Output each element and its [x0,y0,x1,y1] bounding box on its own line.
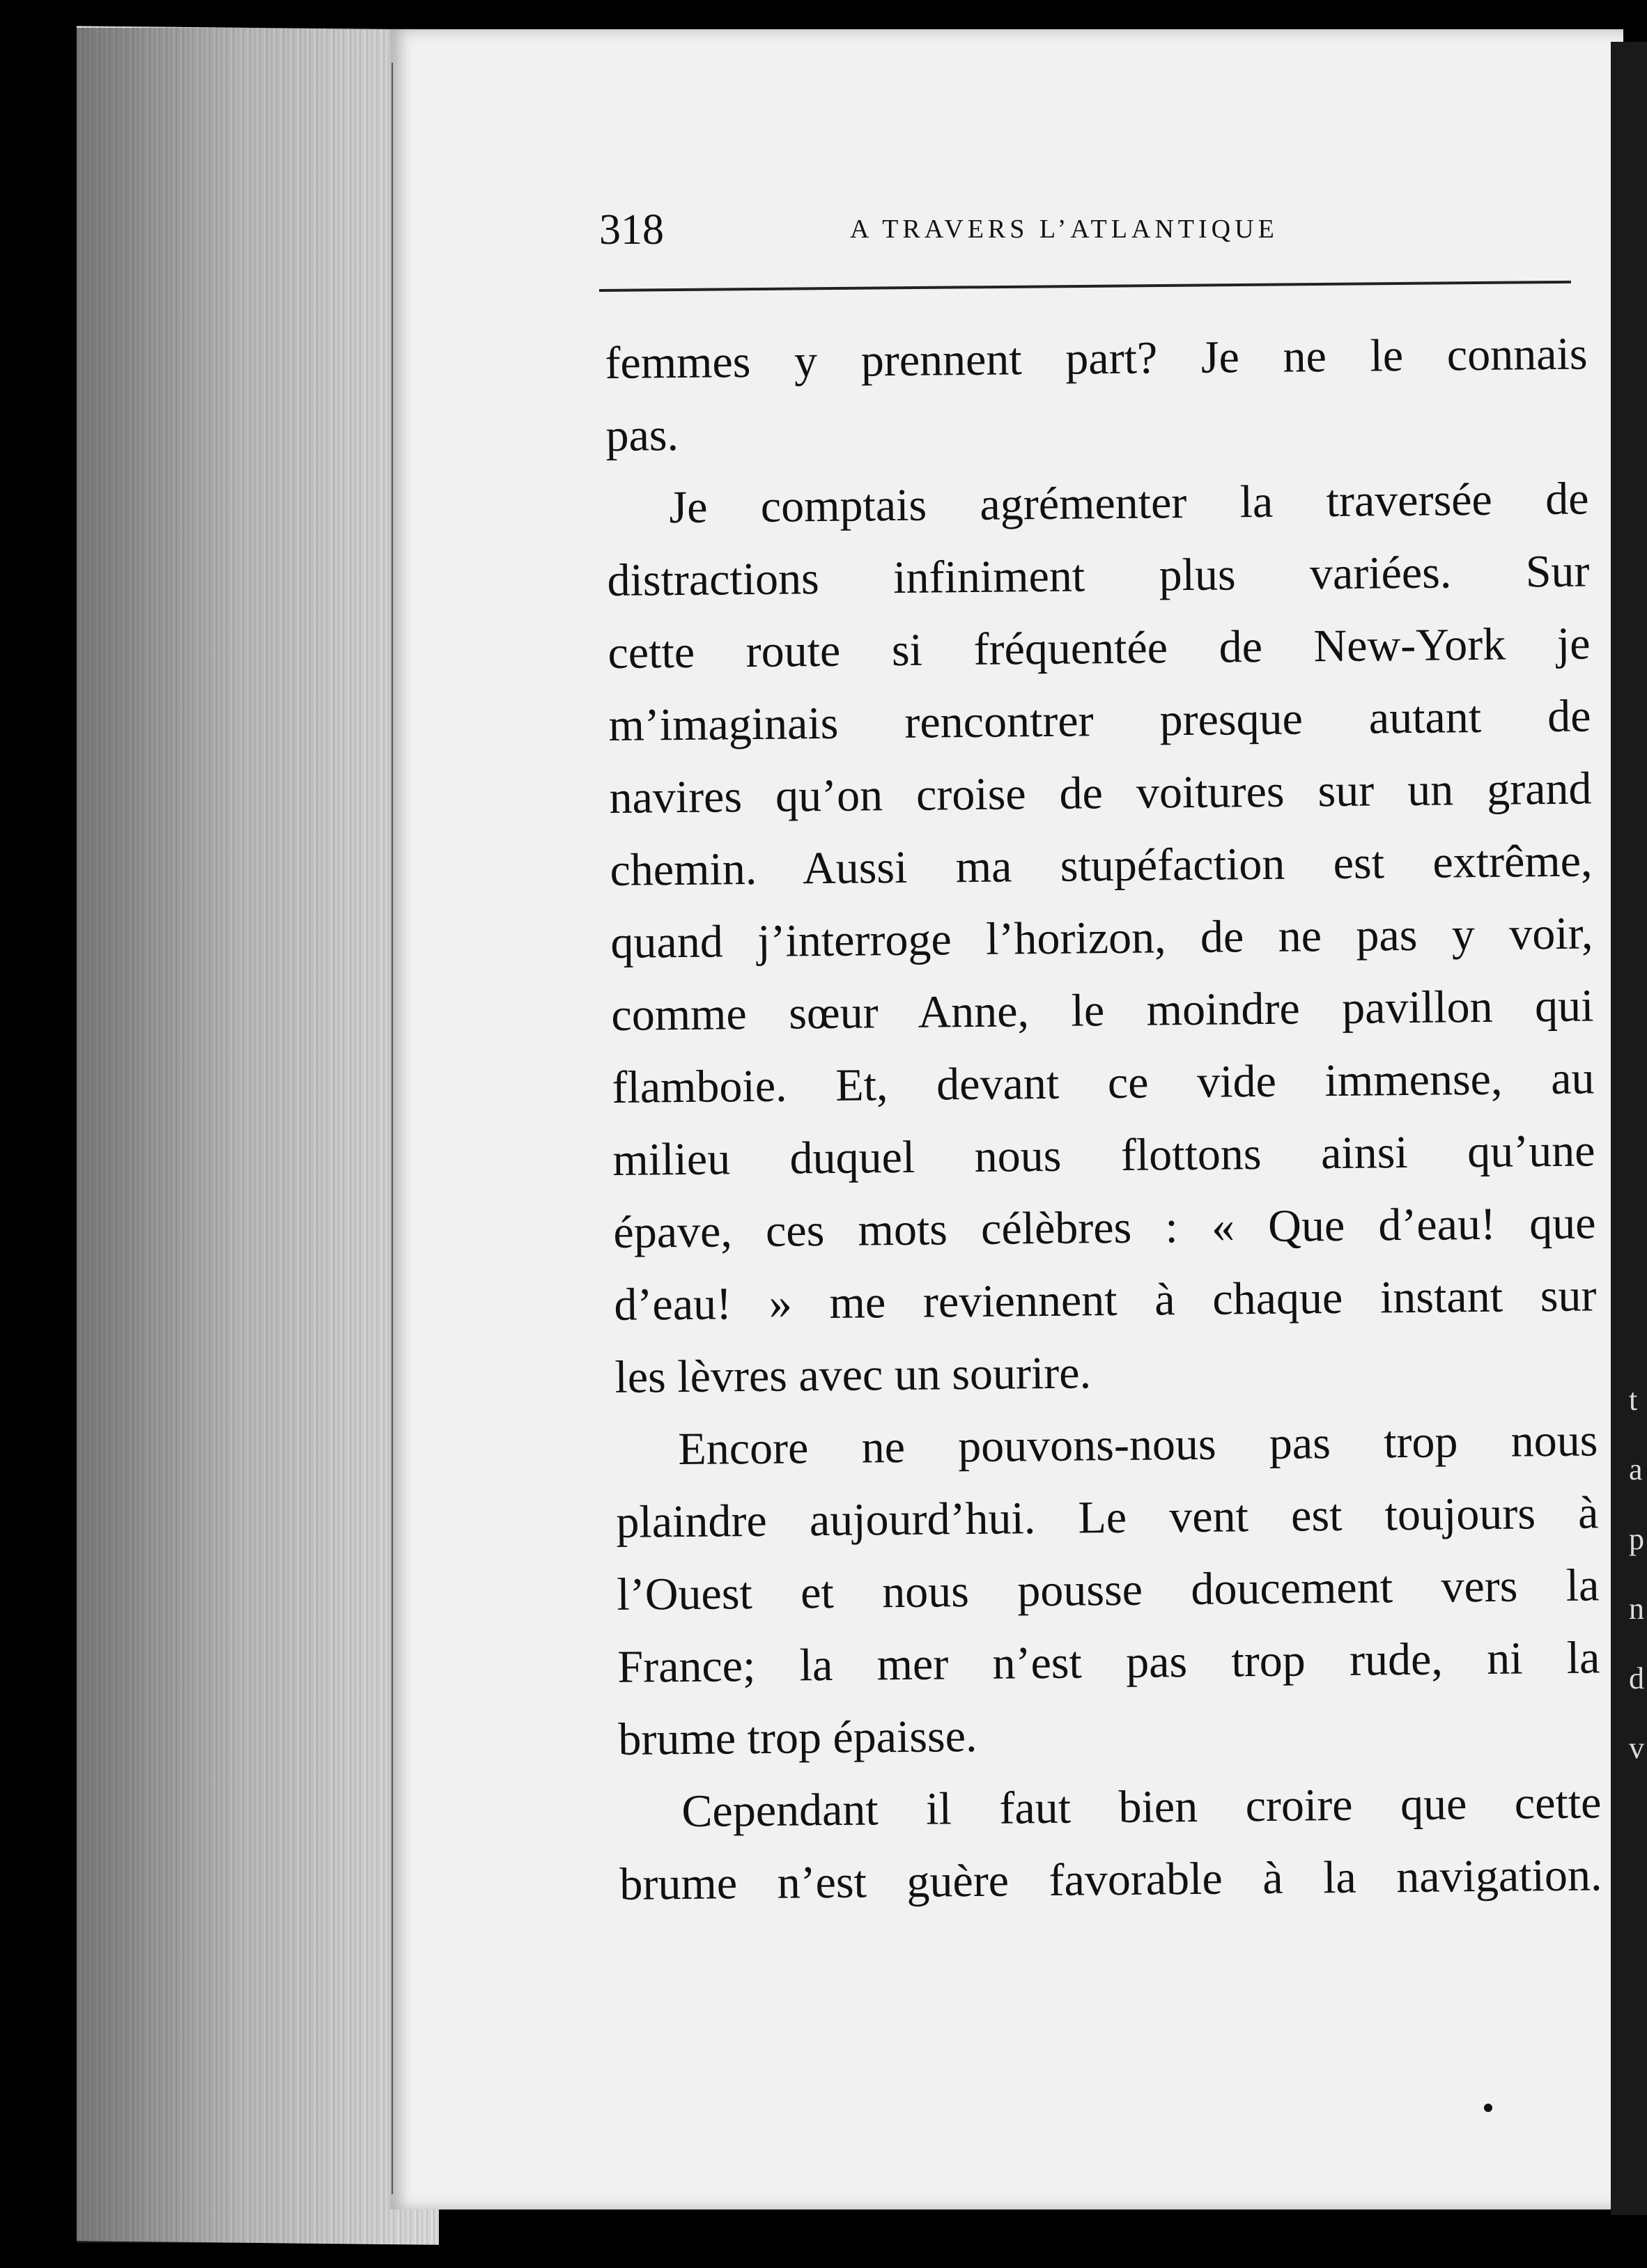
paragraph-first-line: Cependant il faut bien croire que cette [681,1777,1602,1838]
ink-blemish [1484,2104,1492,2112]
text-line: plaindre aujourd’hui. Le vent est toujours à [616,1487,1599,1548]
paragraph-first-line: Je comptais agrémenter la traversée de [669,473,1589,534]
text-line: milieu duquel nous flottons ainsi qu’une [612,1125,1595,1186]
adjacent-letter: p [1629,1522,1644,1556]
text-line: cette route si fréquentée de New-York je [608,618,1591,678]
text-line: pas. [605,409,679,461]
text-line: les lèvres avec un sourire. [614,1347,1092,1403]
body-text [605,318,1602,1920]
page-gutter-line [392,63,393,2194]
text-line: l’Ouest et nous pousse doucement vers la [617,1560,1600,1620]
page-stack-shadow [77,28,439,2243]
text-line: quand j’interroge l’horizon, de ne pas y voir, [610,908,1593,968]
adjacent-letter: a [1629,1452,1643,1486]
text-line: comme sœur Anne, le moindre pavillon qui [611,980,1594,1041]
text-line: flamboie. Et, devant ce vide immense, au [612,1053,1595,1113]
running-head: A TRAVERS L’ATLANTIQUE [850,215,1278,244]
adjacent-letter: n [1629,1592,1644,1626]
text-line: distractions infiniment plus variées. Sur [607,545,1590,606]
adjacent-page-letters [1629,1365,1647,1783]
adjacent-letter: d [1629,1661,1644,1695]
page-number: 318 [599,206,664,254]
page-header [599,205,1575,261]
paragraph-first-line: Encore ne pouvons-nous pas trop nous [678,1415,1598,1475]
text-line: France; la mer n’est pas trop rude, ni la [617,1632,1600,1693]
text-line: brume trop épaisse. [618,1710,977,1765]
adjacent-letter: v [1629,1731,1644,1765]
text-line: chemin. Aussi ma stupéfaction est extrême, [610,835,1593,896]
text-line: femmes y prennent part? Je ne le connais [605,328,1588,389]
adjacent-letter: t [1629,1383,1638,1417]
text-line: d’eau! » me reviennent à chaque instant sur [614,1270,1597,1330]
text-line: épave, ces mots célèbres : « Que d’eau! que [613,1197,1596,1258]
text-line: m’imaginais rencontrer presque autant de [608,690,1591,751]
text-line: navires qu’on croise de voitures sur un grand [609,763,1592,823]
text-line: brume n’est guère favorable à la navigation. [619,1849,1602,1910]
adjacent-page-sliver [1611,42,1647,2215]
